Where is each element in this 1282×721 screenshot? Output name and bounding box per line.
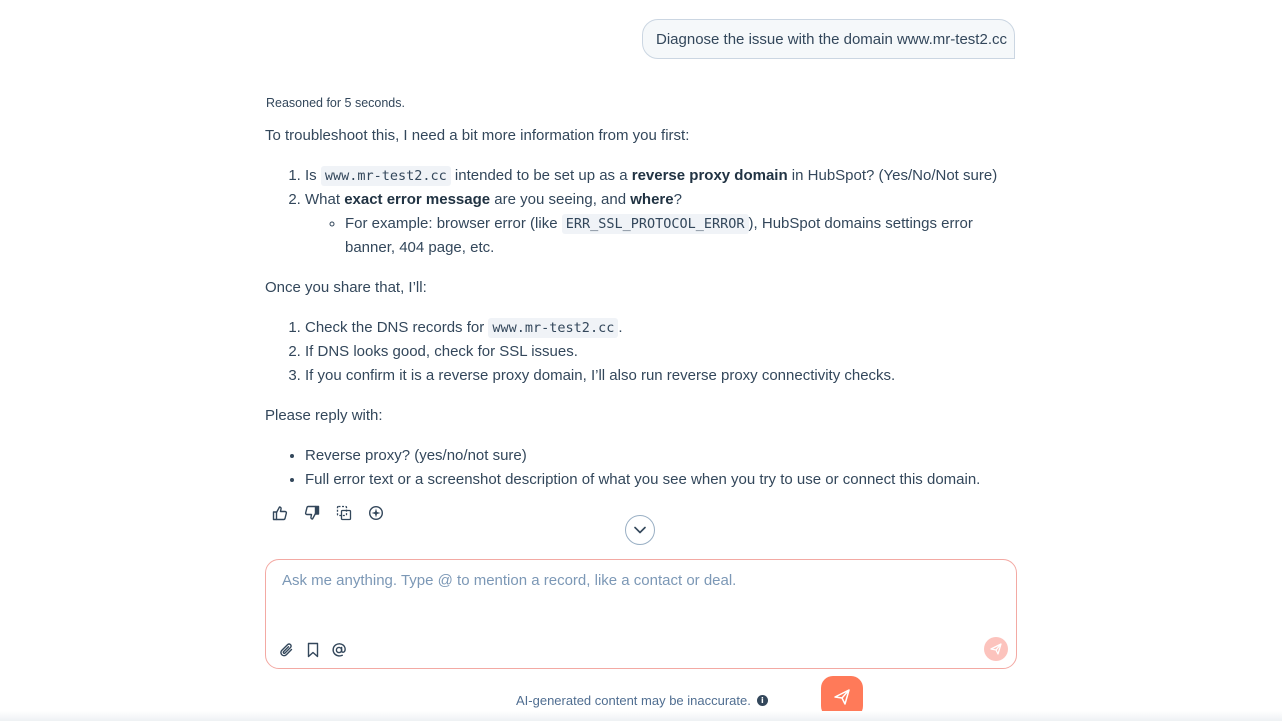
steps-list	[265, 316, 1025, 388]
once-label: Once you share that, I’ll:	[265, 279, 427, 296]
list-item: 1. Is www.mr-test2.cc intended to be set up as a reverse proxy domain in HubSpot? (Yes/No/Not sure)	[305, 164, 1025, 188]
inline-code: www.mr-test2.cc	[321, 166, 451, 186]
list-item: 2. What exact error message are you seeing, and where? ◦ For example: browser error (like ERR_SSL_PROTOCOL_ERROR ), HubSpot domains settings error banner, 404 page, etc.	[305, 188, 1025, 260]
reply-list	[265, 444, 1025, 492]
thumbs-up-icon[interactable]	[270, 502, 290, 524]
sub-list	[305, 212, 1025, 260]
ai-disclaimer	[516, 693, 768, 708]
copy-icon[interactable]	[334, 502, 354, 524]
user-message-bubble	[642, 19, 1015, 59]
reasoning-duration-label[interactable]: Reasoned for 5 seconds.	[266, 96, 405, 110]
questions-list	[265, 164, 1025, 260]
scroll-to-bottom-button[interactable]	[625, 515, 655, 545]
bottom-divider	[0, 711, 1282, 721]
disclaimer-text: AI-generated content may be inaccurate.	[516, 693, 751, 708]
message-composer	[265, 559, 1017, 669]
answer-intro: To troubleshoot this, I need a bit more information from you first:	[265, 127, 690, 144]
info-icon[interactable]: i	[757, 695, 768, 706]
list-item: 2. If DNS looks good, check for SSL issues.	[305, 340, 1025, 364]
list-item: 1. Check the DNS records for www.mr-test2.cc .	[305, 316, 1025, 340]
composer-tools	[279, 640, 347, 660]
inline-code: www.mr-test2.cc	[488, 318, 618, 338]
list-item: 3. If you confirm it is a reverse proxy domain, I’ll also run reverse proxy connectivity checks.	[305, 364, 1025, 388]
chevron-down-icon	[634, 526, 646, 534]
at-mention-icon[interactable]	[331, 640, 347, 660]
list-item: • Full error text or a screenshot description of what you see when you try to use or connect this domain.	[305, 468, 1025, 492]
bookmark-icon[interactable]	[305, 640, 321, 660]
attachment-icon[interactable]	[279, 640, 295, 660]
assistant-answer	[265, 124, 1025, 508]
message-input[interactable]	[282, 572, 982, 612]
user-message-text: Diagnose the issue with the domain www.mr-test2.cc	[656, 31, 1007, 48]
send-icon	[833, 688, 851, 706]
send-button[interactable]	[984, 637, 1008, 661]
reply-label: Please reply with:	[265, 407, 383, 424]
thumbs-down-icon[interactable]	[302, 502, 322, 524]
ai-sparkle-icon[interactable]	[366, 502, 386, 524]
send-icon	[990, 643, 1002, 655]
list-item: ◦ For example: browser error (like ERR_SSL_PROTOCOL_ERROR ), HubSpot domains settings error banner, 404 page, etc.	[345, 212, 1025, 260]
inline-code: ERR_SSL_PROTOCOL_ERROR	[562, 214, 749, 234]
feedback-toolbar	[270, 502, 386, 524]
list-item: • Reverse proxy? (yes/no/not sure)	[305, 444, 1025, 468]
